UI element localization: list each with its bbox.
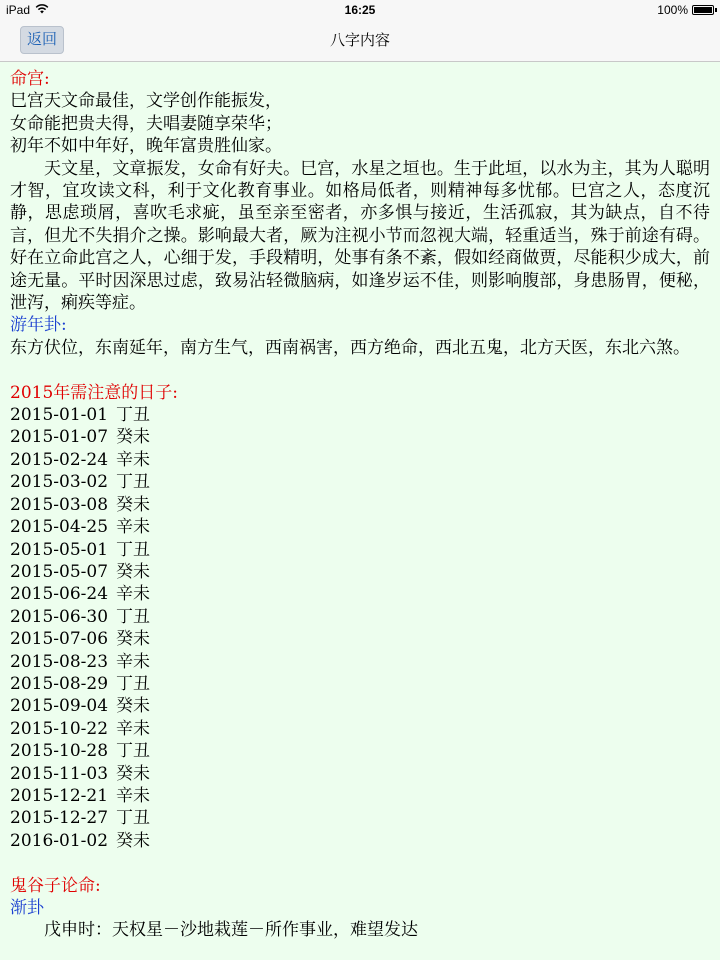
date-row bbox=[10, 404, 710, 426]
spacer bbox=[10, 359, 710, 381]
date: 2015-09-04 bbox=[10, 696, 109, 717]
date: 2015-08-29 bbox=[10, 673, 109, 694]
date: 2015-03-08 bbox=[10, 494, 109, 515]
date: 2015-02-24 bbox=[10, 449, 109, 470]
date: 2015-03-02 bbox=[10, 472, 109, 493]
poem-line: 女命能把贵夫得，夫唱妻随享荣华； bbox=[10, 113, 282, 134]
date: 2015-10-22 bbox=[10, 718, 109, 739]
minggong-paragraph: 天文星，文章振发，女命有好夫。巳宫，水星之垣也。生于此垣，以水为主，其为人聪明才智，宜攻读文科，利于文化教育事业。如格局低者，则精神每多忧郁。巳宫之人，态度沉静，思虑琐屑，喜吹毛求疵，虽至亲至密者，亦多惧与接近，生活孤寂，其为缺点，自不待言，但尤不失捐介之操。影响最大者，厥为注视小节而忽视大端，轻重适当，殊于前途有碍。好在立命此宫之人，心细于发，手段精明，处事有条不紊，假如经商做贾，尽能积少成大，前途无量。平时因深思过虑，致易沾轻微脑病，如逢岁运不佳，则影响腹部，身患肠胃，便秘，泄泻，痢疾等症。 bbox=[10, 158, 710, 314]
date-branch: 癸未 bbox=[116, 629, 150, 650]
younian-heading: 游年卦: bbox=[10, 315, 67, 336]
back-button[interactable]: 返回 bbox=[20, 26, 64, 54]
device-name: iPad bbox=[6, 3, 31, 17]
date: 2015-12-21 bbox=[10, 785, 109, 806]
date-branch: 辛未 bbox=[116, 785, 150, 806]
date-branch: 癸未 bbox=[116, 830, 150, 851]
poem-line: 初年不如中年好，晚年富贵胜仙家。 bbox=[10, 136, 282, 157]
date: 2015-08-23 bbox=[10, 651, 109, 672]
date: 2016-01-02 bbox=[10, 830, 109, 851]
date: 2015-01-07 bbox=[10, 427, 109, 448]
date: 2015-11-03 bbox=[10, 763, 109, 784]
date-row bbox=[10, 494, 710, 516]
date: 2015-06-30 bbox=[10, 606, 109, 627]
battery-percent: 100% bbox=[657, 3, 688, 17]
date-branch: 辛未 bbox=[116, 718, 150, 739]
date-branch: 辛未 bbox=[116, 517, 150, 538]
date-row bbox=[10, 695, 710, 717]
date-branch: 丁丑 bbox=[116, 673, 150, 694]
jiangua-heading: 渐卦 bbox=[10, 898, 44, 918]
date-row bbox=[10, 651, 710, 673]
page-title: 八字内容 bbox=[329, 32, 390, 49]
status-right bbox=[657, 3, 714, 17]
content-view[interactable] bbox=[0, 62, 720, 960]
date-branch: 辛未 bbox=[116, 449, 150, 470]
battery-icon bbox=[692, 5, 714, 15]
date: 2015-07-06 bbox=[10, 629, 109, 650]
date-branch: 丁丑 bbox=[116, 405, 150, 426]
date-row bbox=[10, 830, 710, 852]
date-branch: 丁丑 bbox=[116, 808, 150, 829]
date-row bbox=[10, 807, 710, 829]
date-row bbox=[10, 583, 710, 605]
content-text bbox=[0, 62, 720, 942]
date-branch: 癸未 bbox=[116, 561, 150, 582]
date-branch: 丁丑 bbox=[116, 472, 150, 493]
dates-heading: 2015年需注意的日子: bbox=[10, 382, 178, 403]
younian-text: 东方伏位，东南延年，南方生气，西南祸害，西方绝命，西北五鬼，北方天医，东北六煞。 bbox=[10, 337, 690, 358]
minggong-heading: 命宫: bbox=[10, 69, 50, 89]
date-row bbox=[10, 539, 710, 561]
date: 2015-10-28 bbox=[10, 741, 109, 762]
date-branch: 丁丑 bbox=[116, 741, 150, 762]
date-row bbox=[10, 606, 710, 628]
guiguzi-paragraph: 戊申时：天权星－沙地栽莲－所作事业，难望发达 bbox=[44, 920, 418, 941]
spacer bbox=[10, 852, 710, 874]
date: 2015-05-01 bbox=[10, 539, 109, 560]
date-row bbox=[10, 426, 710, 448]
date: 2015-04-25 bbox=[10, 517, 109, 538]
date-row bbox=[10, 763, 710, 785]
poem-line: 巳宫天文命最佳，文学创作能振发， bbox=[10, 91, 282, 112]
status-time: 16:25 bbox=[344, 3, 376, 17]
date-branch: 辛未 bbox=[116, 651, 150, 672]
date-list bbox=[10, 404, 710, 852]
date-branch: 癸未 bbox=[116, 696, 150, 717]
date: 2015-06-24 bbox=[10, 584, 109, 605]
date-row bbox=[10, 471, 710, 493]
status-bar bbox=[0, 0, 720, 20]
date-branch: 丁丑 bbox=[116, 606, 150, 627]
date-row bbox=[10, 449, 710, 471]
date-row bbox=[10, 740, 710, 762]
date-branch: 辛未 bbox=[116, 584, 150, 605]
date-row bbox=[10, 673, 710, 695]
date-branch: 癸未 bbox=[116, 494, 150, 515]
date: 2015-01-01 bbox=[10, 405, 109, 426]
date-row bbox=[10, 516, 710, 538]
date-row bbox=[10, 561, 710, 583]
date-row bbox=[10, 785, 710, 807]
guiguzi-heading: 鬼谷子论命: bbox=[10, 875, 101, 896]
date: 2015-12-27 bbox=[10, 808, 109, 829]
date-branch: 癸未 bbox=[116, 763, 150, 784]
date-row bbox=[10, 718, 710, 740]
date-branch: 丁丑 bbox=[116, 539, 150, 560]
navigation-bar bbox=[0, 20, 720, 62]
date-row bbox=[10, 628, 710, 650]
date-branch: 癸未 bbox=[116, 427, 150, 448]
date: 2015-05-07 bbox=[10, 561, 109, 582]
